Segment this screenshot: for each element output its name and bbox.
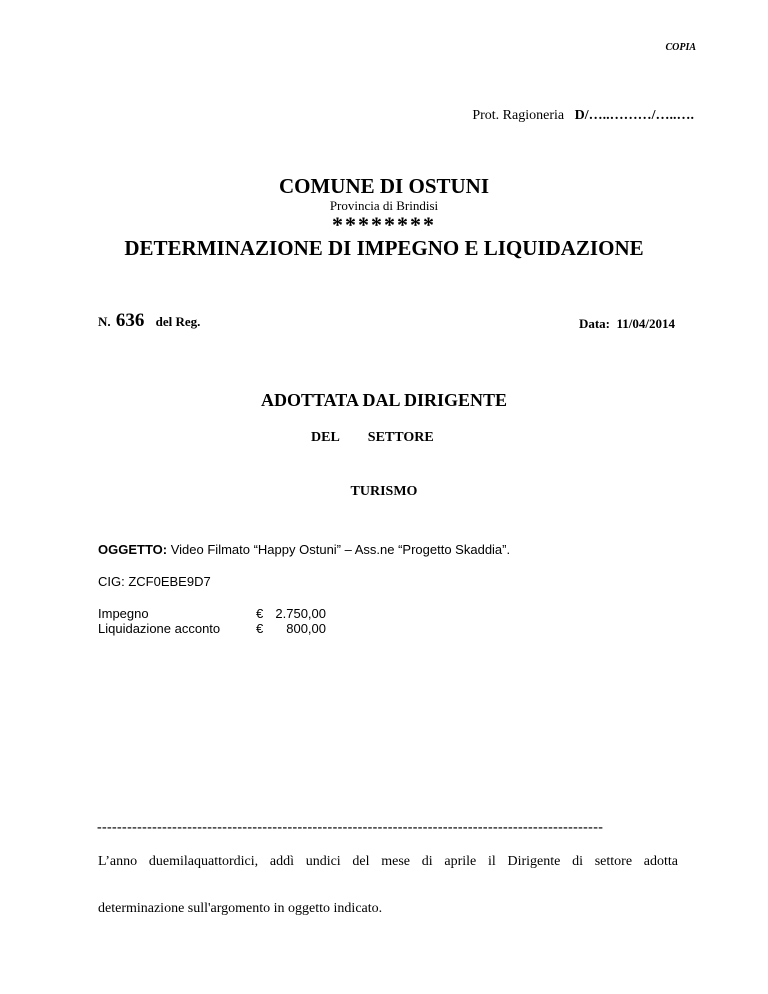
copia-label: COPIA [665, 42, 696, 53]
settore-name: TURISMO [350, 484, 418, 499]
document-date [579, 316, 675, 332]
settore-word: SETTORE [367, 430, 434, 445]
dashed-separator: ----------------------------------------------------------------------------------------------------- [97, 820, 604, 835]
amount-value: 2.750,00 [275, 606, 326, 621]
del-settore-heading [311, 430, 434, 446]
prot-ragioneria [472, 108, 694, 124]
cig-code: CIG: ZCF0EBE9D7 [98, 574, 211, 589]
amount-value: 800,00 [286, 621, 326, 636]
euro-symbol: € [256, 621, 264, 636]
register-number [98, 310, 200, 332]
amount-row-impegno [98, 606, 326, 621]
amount-row-liquidazione [98, 621, 326, 636]
body-paragraph-line1: L’anno duemilaquattordici, addì undici del mese di aprile il Dirigente di settore adotta [98, 854, 678, 869]
amount-label: Liquidazione acconto [98, 621, 221, 636]
stars-separator: ******** [332, 212, 436, 237]
body-paragraph-line2: determinazione sull'argomento in oggetto indicato. [98, 901, 383, 916]
date-value: 11/04/2014 [616, 316, 675, 331]
subject-text: Video Filmato “Happy Ostuni” – Ass.ne “Progetto Skaddia”. [170, 542, 511, 557]
date-label: Data: [578, 316, 610, 331]
subject-line [98, 542, 510, 557]
subject-label: OGGETTO: [98, 542, 168, 557]
amount-label: Impegno [98, 606, 149, 621]
provincia-subtitle: Provincia di Brindisi [329, 198, 439, 213]
comune-title: COMUNE DI OSTUNI [278, 174, 490, 198]
register-number-suffix: del Reg. [155, 314, 201, 329]
del-word: DEL [311, 430, 340, 445]
euro-symbol: € [256, 606, 264, 621]
register-number-value: 636 [115, 310, 145, 331]
adottata-heading: ADOTTATA DAL DIRIGENTE [260, 390, 508, 410]
prot-label: Prot. Ragioneria [472, 108, 565, 123]
register-number-prefix: N. [98, 314, 111, 329]
document-type-heading: DETERMINAZIONE DI IMPEGNO E LIQUIDAZIONE [124, 236, 644, 260]
prot-code: D/…..………/…..…. [574, 108, 694, 123]
